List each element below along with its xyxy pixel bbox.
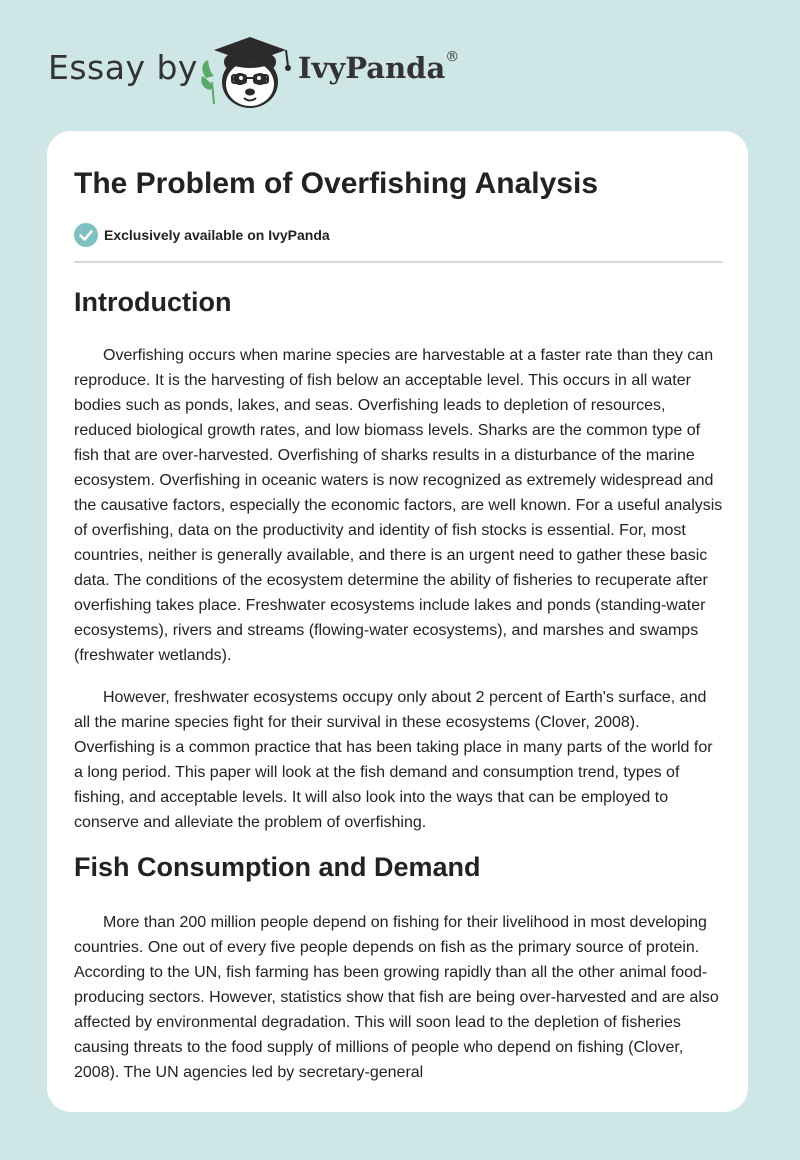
paragraph: More than 200 million people depend on fishing for their livelihood in most developing countries. One out of every five people depends on fish as the primary source of protein. According to the UN, fish farming has been growing rapidly than all the other animal food-producing sectors. However, statistics show that fish are being over-harvested and are also affected by environmental degradation. This will soon lead to the depletion of fisheries causing threats to the food supply of millions of people who depend on fishing (Clover, 2008). The UN agencies led by secretary-general — [74, 914, 719, 1081]
article-card — [47, 131, 748, 1112]
paragraph: However, freshwater ecosystems occupy only about 2 percent of Earth's surface, and all the marine species fight for their survival in these ecosystems (Clover, 2008). Overfishing is a common practice that has been taking place in many parts of the world for a long period. This paper will look at the fish demand and consumption trend, types of fishing, and acceptable levels. It will also look into the ways that can be employed to conserve and alleviate the problem of overfishing. — [74, 689, 713, 831]
section-heading: Introduction — [74, 287, 232, 317]
title-divider — [74, 261, 723, 263]
section-heading: Fish Consumption and Demand — [74, 852, 481, 882]
panda-graduate-icon — [198, 34, 298, 114]
brand-header — [48, 34, 508, 114]
brand-name: IvyPanda® — [298, 49, 460, 85]
brand-prefix: Essay by — [48, 48, 198, 87]
exclusive-badge — [74, 222, 330, 248]
check-circle-icon — [74, 223, 98, 247]
page-title: The Problem of Overfishing Analysis — [74, 167, 599, 200]
badge-label: Exclusively available on IvyPanda — [104, 227, 330, 243]
paragraph: Overfishing occurs when marine species are harvestable at a faster rate than they can reproduce. It is the harvesting of fish below an acceptable level. This occurs in all water bodies such as ponds, lakes, and seas. Overfishing leads to depletion of resources, reduced biological growth rates, and low biomass levels. Sharks are the common type of fish that are over-harvested. Overfishing of sharks results in a disturbance of the marine ecosystem. Overfishing in oceanic waters is now recognized as extremely widespread and the causative factors, especially the economic factors, are well known. For a useful analysis of overfishing, data on the productivity and identity of fish stocks is essential. For, most countries, neither is generally available, and there is an urgent need to gather these basic data. The conditions of the ecosystem determine the ability of fisheries to recuperate after overfishing takes place. Freshwater ecosystems include lakes and ponds (standing-water ecosystems), rivers and streams (flowing-water ecosystems), and marshes and swamps (freshwater wetlands). — [74, 347, 723, 664]
